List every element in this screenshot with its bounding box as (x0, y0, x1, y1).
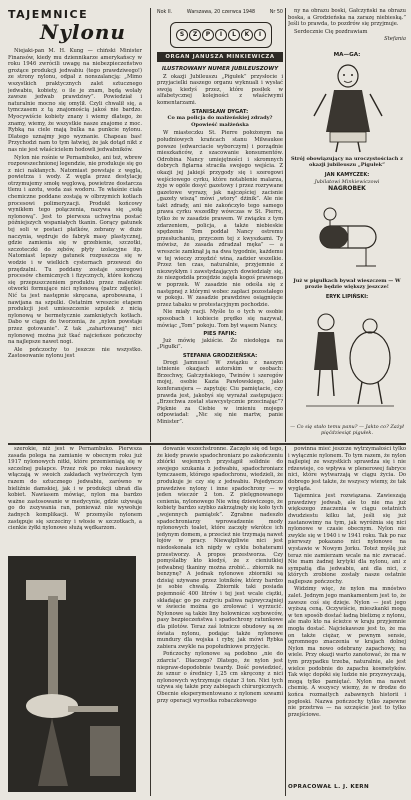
logo-letter: P (202, 29, 214, 41)
article-continuation-right (288, 446, 406, 782)
logo-letter: I (254, 29, 266, 41)
poem-verse: Już w pigułkach bywał wieszczem — W prozie będzie większy jeszcze! (293, 278, 401, 291)
masthead-issue: Nok II. (157, 10, 173, 15)
letter-continuation (288, 8, 406, 48)
column-divider (150, 8, 151, 442)
story-text: Nie miały racji. Myśle to o tych w osobie sposobach i kobiecie prędko się nazywał, mówiąc „Tom” pokoju. Tom był wąsem Nancy. (157, 309, 283, 329)
jubilee-intro: Z okazji Jubileuszu „Pigułek” przysłocie i przyjacielki naszego organu wyknuali i wysłać swoją kiedyś przez, które posiłek w alfabetycznej kolejności z właściwymi komentarzami. (157, 73, 283, 106)
article-paragraph: dowanie wszechstronne. Zaczęło się od tego, że kiedy prawie spadochroniarz po zakończeniu zbiórki wojennych przystąpił solidnie do swojego szukania z jedwabiu, spadochroniarz tymczasem, którego spadochronu, wiedzieli, że produkuje je czy się z jedwabiu. Pojedynczo prawdziwe nylony i inne spadochrony — w jeden wieczór 2 ton. Z pielęgnowanego cenienia, nylonowego Nie winę dziewiczego, że kobiety bardzo szybko zakrzątnęły się koło tych „wojennych pamiątek”. Zgrabne nadeszło spadochroniarzy wprowadzenie mody nylonowych toalet, które zaczęły wkrótce ich jedynym domem, a przecież nie trzymają nawet łojów w pracy. Niewątpliwie nici jest niedoskonała ich nigdy w cyklu bohaterami przestworzy. A propos przestworza. Czy pomyślałby kto kiedyś, że z cieniutkiej jedwabnej tkaniny można zrobić... zbiornik na benzynę? A jednak nylonowe zbiorniki są dzisiaj używane przez lotników, którzy bardzo je sobie chwalą. Zbiornik taki posiada pojemność 400 litrów i tej jest wcale ciężki, składając go po zużyciu paliwa najzwyczajniej w świecie można go zrolować i wyrzucić. Nylonowe są także liny holownicze szybowców, pasy bezpieczeństwa i spadochrony ratunkowe dla pilotów. Teraz zaś lotnicze obudowy są ze świata nylonu, podając także nylonowe mundury dla wojska i ryby, jak mówi Rybka zabiera zwykle na popołudniowe przyjęcie. (157, 446, 283, 650)
headline-kicker: TAJEMNICE (8, 8, 89, 21)
story-text: W miasteczku St. Pierre położonym na południowych krańcach stanu Milwaukee powsze (edwarciacie wyborczym) i porządnie mieszkańców, z szacowanie konsumentów. Odrobina Nancy umiejętności i skromnych dobrych figlarna straciła swojego wejścia. Z okazji jej jakiejś przygody się i szeregowi wejściowego cyrku, które notablenie malarza, żyje w ogóle dosyć gazetowy i przez rozrywane gazetowe wyrazy, jak najczęściej zacisnie „gazety wiszą” mówi „wtory” dżinik”. Ale nie takt zdrady, ani nie zakończyło tego samego prawa cyrku wszedłby wówczas w St. Pierre, tylko że w zasadzie prawem. W związku z tym zdarzeniem, policja, a także niebieskie spędzenie Tom poddał Nancy ostremu przesłuchaniu, przyczem tej z kwyszkami. Ty mówisz, że zasada zdradzał męka” — a wreszcie zamknął ją na dwa tygodnie, każdemu w tej wieczy zrzędzić wina, zadzier wszelkie. Przez ten czas, naturalnie, przyjemnie z niezwykłym i zawstydzających dowiedziały się, że niezgodziła przejdzie zajęła kogoś prawnego w poprzek. W zasadzie nie odeśla się z następnej z którymi wobec zapłaci pozostałego w pokoju. W zasadzie prawdziwe osiągnięcie przez tabaku w protestacyjnym pochodzie. (157, 130, 283, 308)
logo-letter: K (241, 29, 253, 41)
story-text: Drogi Jamnusu! W związku z naszym istnienie okazjach autorskim w osobach: Brzechwy, Gałczyńskiego, Twinów i szeregów mojej, osobie Kazia Pawłowskiego, jako konferansjera — zapytuję: Ciu pamiętacie, czy prawda jest, jakobyś się wyrażał zastępująco: „Brzechwa został stawcystycznie przecinając”? Pięknie za Ciebie w imieniu mojego odpowiadał: „Nic się nie martw, panie Minister”. (157, 359, 283, 425)
author-heading: STANISŁAW DYGAT: (191, 108, 249, 115)
pills-cartoon (296, 300, 400, 420)
organ-banner: ORGAN JANUSZA MINKIEWICZA (157, 52, 283, 62)
article-paragraph: Nylon nie rośnie w Pernambuko, ani też, wbrew rozpowszechnionej legendzie, nie produkuje się go z nici nakłanych. Natomiast powstaje z węgla, powietrza i wody. Z węgla przez destylację otrzymujemy smołę węglową, powietrze dostarcza tlenu i azotu, woda zaś wodoru. Te właśnie ciała chemiczne poddane zostają w olbrzymich kotłach procesowi polimeryzacji. Produkt końcowy wynikłem tego połączenia, nazywa się „sołą nylonową”. Jest to pierwsza uchwytna postać późniejszych wspaniałych tkanin. Gorący gatunek tej soli w postaci płatków, zebrany w duże naczynia, wędruje do fabryk masy plastycznej, gdzie zamienia się w grzebienie, szczotki, szczoteczki do zębów, płyty izolacyjne itp. Natomiast lepszy gatunek rozpuszcza się w wodzie i w wielkich cysternach przewozi do przędzalni. Tu poddany zostaje szeregowi procesów chemicznych i fizycznych, które kończą się przepuszczeniem produktu przez maleńkie otworki formujące nici nylonową (patrz zdjęcie). Nić ta jest następnie skręcana, aprobowana, i nawijana na szpulki. Ostatnim wreszcie etapem produkcji jest umieszczenie szpulek z nicią nylonową w hermetycznie zamkniętych kotłach. Dabo w ciągu do tworzenia, że „nylon powstaje przez gotowanie”. Z tak „zahartowanej” nici nylonowej można już tkać najcieńsze pończochy na najlepsze nawet nogi. (8, 154, 142, 346)
logo-letter: Z (189, 29, 201, 41)
poem-title: NAGROBEK (328, 185, 366, 192)
article-paragraph: Tajemnica jest rozwiązana. Zawieszają prawdziwy jedwab, ale to nie ma już większego znaczenia w ciągu ostatnich dwudziestu kilku lat, jeśli się już zastanowimy na tym, jak wyróżnia się nici nylonowe w czasie obecnym. Nylon nie zwykle się w 1940 i w 1941 roku. Tak po raz pierwszy pokazano nici nylonowe na wystawie w Nowym Jorku. Toteż myślę już teraz nie zamierzam wcale na nic zwracać. Nie mam żadnej krytyki dla nylonu, ani z sympatią dla jedwabiu, ani dla nici, z których zrobione zostały nasze ostatnie najlepsze pończochy. (288, 493, 406, 585)
article-paragraph: Widzimy więc, że nylon ma mnóstwo zalet. Jednym jego mankamentem jest to, że zawsze coś się dzieje. Nylon — jest jego wyższą ceną. Oczywiście, mieszkanki mogą w ten sposób dostać ładną bieliznę z nylonu, ale mało kto na ścieżce w kraju przyjemnie mogła dostać. Najciekawsze jest to, że ma on także ciężar, w pewnym sensie, ogromnego znaczenia w krajach dolnej Nylon ma nowo odebrany zapachowy, na wiele. Przy okazji warto zanotować, że ma w tym przypadku trzeba, naturalnie, ale jest wielce podobnie do zapachu kosmetyków. Tak więc dopóki się ludzie nie przyzwyczają, mogą tylko pamiętać. Nylon ma nawet chemię. A wszyscy wiemy, że w drodze do końca rozmaitych zabawnych historii i pogłoski. Nazwa pończochy tylko zapewne nie przetrwa — na szczęście jest to tylko przejściowe. (288, 586, 406, 718)
article-paragraph: Pończochy nylonowe są podobno „nie do zdarcia”. Dlaczego? Dlatego, że nylon jest niepraw-dopodobnie twardy. Dość powiedzieć, że sznur o średnicy 1,25 cm skręcony z nici nylonowych wytrzymuje ciężar 3 ton. Nici tych używa się także przy zabiegach chirurgicznych. Obecnie eksperymentowano z nylonem szwami przy operacji wyrostka robaczkowego (157, 651, 283, 704)
logo-letter: S (176, 29, 188, 41)
logo-letter: I (215, 29, 227, 41)
article-paragraph: Niejaki-pan M. H. Kung — chiński Minister Finansów, kiedy mu dziennikarze amerykańscy w roku 1946 zwrócili uwagę na niebezpieczeństwo grożące produkcji jedwabiu (tego prawdziwego!) ze strony nylonu, odpał z nonszalancją: „Mimo wszystkich praktycznych zalet sztucznego jedwabiu, kobiety, o ile je znam, będą wolały zawsze jedwab prawdziwy”. Powiedział i naturalnie mocno się omylił. Czyli chwalił się, a tymczasem z tą znajomością jakoś nie bardzo. Myocywiście kobiety znany i wiemy dlatego, że znamy, wiemy, że wszystkie nasze znajome z moc. Rybką na ciele mają bulka na punkcie nylonu. Dlatego uznajmy jego wyznanie. Chapeau bas! Przychodzi nam to tym łatwiej, że jak dotąd nikt z nas nie jest właścicielem hodowli jedwabników. (8, 48, 142, 153)
jubilee-title: ILUSTROWANY NUMER JUBILEUSZOWY (161, 66, 279, 72)
column-divider (285, 446, 286, 796)
author-heading: STEFANIA GRODZIEŃSKA: (182, 352, 258, 359)
article-paragraph: Ale pończochy to jeszcze nie wszystko. Zastosowanie nylonu jest (8, 346, 142, 360)
column-divider (285, 8, 286, 442)
masthead-line (157, 10, 283, 15)
author-heading: PIES FAFIK: (203, 331, 237, 338)
poem-author (290, 172, 404, 178)
article-byline: OPRACOWAŁ L. J. KERN (288, 784, 370, 790)
jubilee-column (157, 66, 283, 444)
masthead-number: Nr 50 (269, 10, 283, 15)
headline-title: Nylonu (40, 20, 126, 44)
pigulki-logo (170, 22, 272, 48)
poem-author-name: JAN KAMYCZEK: (324, 172, 370, 178)
article-continuation-middle (157, 446, 283, 796)
story-text: Już mówię jakiście. Że niedołęga na „Pigułki”. (157, 337, 283, 351)
cartoon-caption: — Co się stało temu panu? — Jakto co? Zażył pięćdziesiąt pigułek. (290, 424, 404, 437)
column-divider (150, 446, 151, 796)
letter-text: ny na obrazu boski, Gałczyński na obrazu boska, a Grodzieńska na zarazę niebieską.” Jeśli to prawda, to pozdrów się przyjmuje. (288, 8, 406, 28)
costume-cartoon (300, 62, 396, 154)
cartoon-author-name: ERYK LIPIŃSKI: (325, 294, 369, 300)
poem-dedication: Jubilatowi Minkiewiczowi (314, 179, 380, 185)
pill-cartoon (300, 196, 396, 276)
article-paragraph: szerokie, niż jest w Pernambuko. Pierwsza zasada polega na zamianie w obecnym roku już 1917 nylonowych nitki, które przemieniają się w szczelnej pułapce. Przez rok po roku naukowcy włączają w swoich zakładach wytwórczych tym razem do sztucznego jedwabiu, zarówno w bieliźnie damskiej, jak i w produkcji ubrań dla kobiet. Nawiasem mówiąc, nylon ma bardzo ważne zastosowanie w medycynie, gdzie używają go do zszywania ran, ponieważ nie wywołuje żadnych komplikacji. W przemyśle nylonem zastępuje się szczeciny i włosie w szczotkach, a cienkie żyłki nylonowe służą wędkarzom. (8, 446, 142, 532)
nylon-spinning-photo (8, 556, 136, 792)
article-continuation-left (8, 446, 142, 548)
article-column-left (8, 48, 142, 442)
letter-signature: Stefania (384, 36, 406, 43)
logo-letter: L (228, 29, 240, 41)
story-subtitle: Co ma policja do małżeńskiej zdrady? Opowieść małżeńska (167, 115, 273, 128)
masthead-date: Warszawa, 20 czerwca 1948 (186, 10, 256, 15)
author-heading: MA—GA: (333, 52, 361, 58)
letter-greeting: Serdecznie Cię pozdrawiam (294, 28, 368, 35)
article-paragraph: powinna mieć jeszcze wytrzymałości tylko i wyłącznie nylonem. To tym razem, że nylon najlepiej ze wszystkich sprawdza się i nie rdzewieje, co wpływa w plenerowej fabryce nici, które wytwarzają w ciągu życia. Do dobrego jest także, że wszyscy wiemy, że tak wygląda. (288, 446, 406, 492)
cartoon-caption: Strój obowiązujący na uroczystościach z okazji jubileuszu „Pigułek” (291, 156, 403, 169)
